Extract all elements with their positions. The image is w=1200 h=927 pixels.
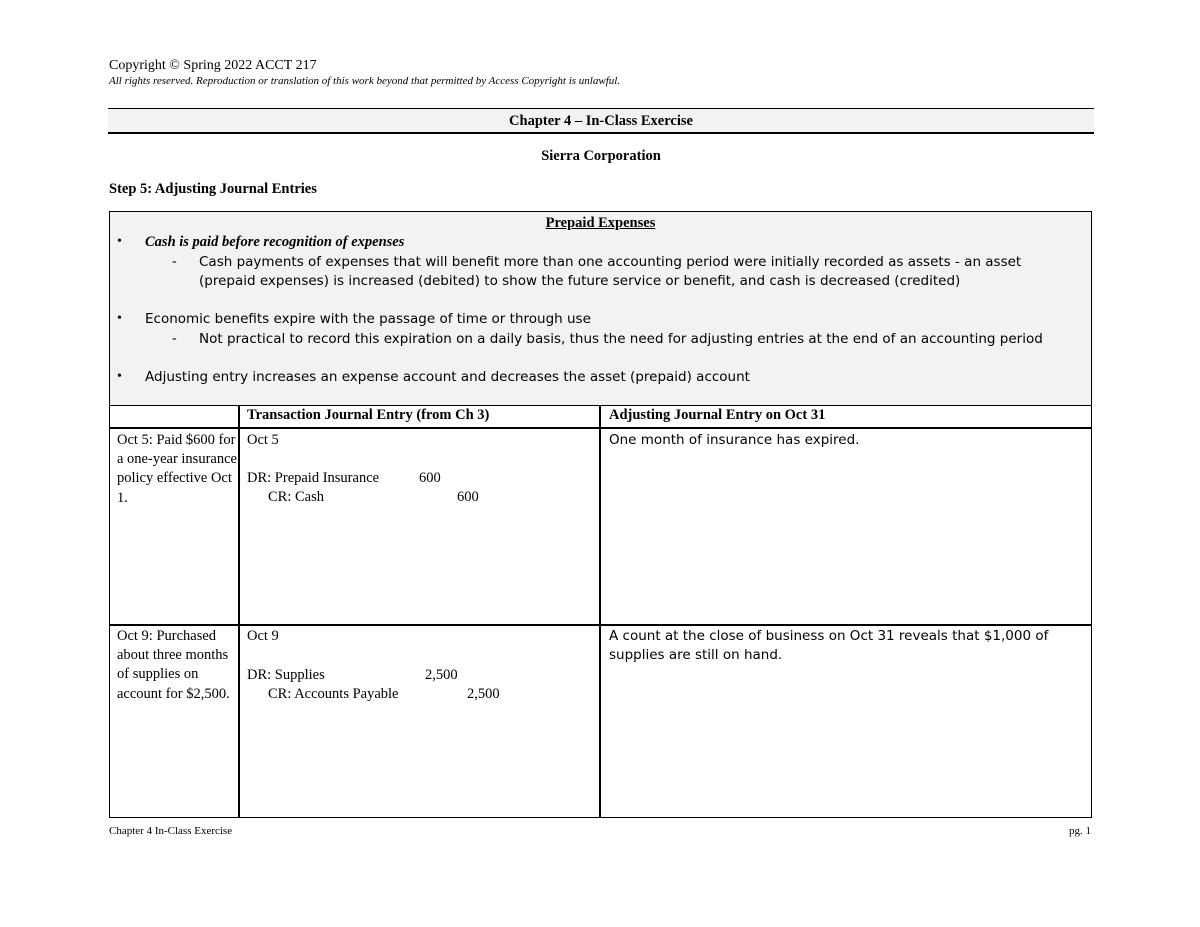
info-heading: Prepaid Expenses: [545, 215, 656, 231]
prepaid-expenses-info: [110, 212, 1091, 406]
row1-dr-amount: 600: [419, 470, 441, 486]
dash-marker: -: [172, 331, 177, 346]
row2-cr-amount: 2,500: [467, 686, 500, 702]
row2-entry-date: Oct 9: [247, 628, 279, 644]
row1-entry-date: Oct 5: [247, 432, 279, 448]
column-divider: [238, 406, 240, 817]
bullet-economic-benefits: Economic benefits expire with the passage of time or through use: [145, 311, 591, 327]
rights-notice: All rights reserved. Reproduction or translation of this work beyond that permitted by Access Copyright is unlawful.: [109, 75, 621, 87]
bullet-marker: •: [117, 369, 122, 384]
footer-title: Chapter 4 In-Class Exercise: [109, 825, 233, 837]
row2-dr-label: DR: Supplies: [247, 667, 325, 683]
row1-description: Oct 5: Paid $600 for a one-year insurance policy effective Oct 1.: [117, 432, 237, 506]
row1-dr-label: DR: Prepaid Insurance: [247, 470, 380, 486]
copyright-line: Copyright © Spring 2022 ACCT 217: [109, 58, 317, 73]
sub-point-cash-payments: Cash payments of expenses that will benefit more than one accounting period were initially recorded as assets - an asset (prepaid expenses) is increased (debited) to show the future service or benefit, and cash is decreased (credited): [199, 254, 1022, 289]
exercise-table: [109, 211, 1092, 818]
page-number: pg. 1: [1069, 825, 1091, 837]
row2-adjusting-note: A count at the close of business on Oct 31 reveals that $1,000 of supplies are still on hand.: [609, 628, 1049, 664]
row2-description: Oct 9: Purchased about three months of supplies on account for $2,500.: [117, 628, 230, 702]
header-row-divider: [110, 427, 1091, 429]
row1-cr-label: CR: Cash: [268, 489, 324, 505]
row2-dr-amount: 2,500: [425, 667, 458, 683]
row2-cr-label: CR: Accounts Payable: [268, 686, 399, 702]
bullet-marker: •: [117, 234, 122, 249]
bullet-cash-paid: Cash is paid before recognition of expenses: [145, 234, 405, 250]
row-divider: [110, 624, 1091, 626]
row1-cr-amount: 600: [457, 489, 479, 505]
col-header-transaction: Transaction Journal Entry (from Ch 3): [247, 407, 490, 423]
dash-marker: -: [172, 254, 177, 269]
column-divider: [599, 406, 601, 817]
row1-adjusting-note: One month of insurance has expired.: [609, 432, 860, 448]
company-name: Sierra Corporation: [541, 148, 661, 164]
bullet-marker: •: [117, 311, 122, 326]
bullet-adjusting-entry: Adjusting entry increases an expense account and decreases the asset (prepaid) account: [145, 369, 750, 385]
document-title: Chapter 4 – In-Class Exercise: [108, 108, 1094, 134]
step-heading: Step 5: Adjusting Journal Entries: [109, 181, 317, 197]
sub-point-not-practical: Not practical to record this expiration on a daily basis, thus the need for adjusting entries at the end of an accounting period: [199, 331, 1043, 347]
col-header-adjusting: Adjusting Journal Entry on Oct 31: [609, 407, 826, 423]
